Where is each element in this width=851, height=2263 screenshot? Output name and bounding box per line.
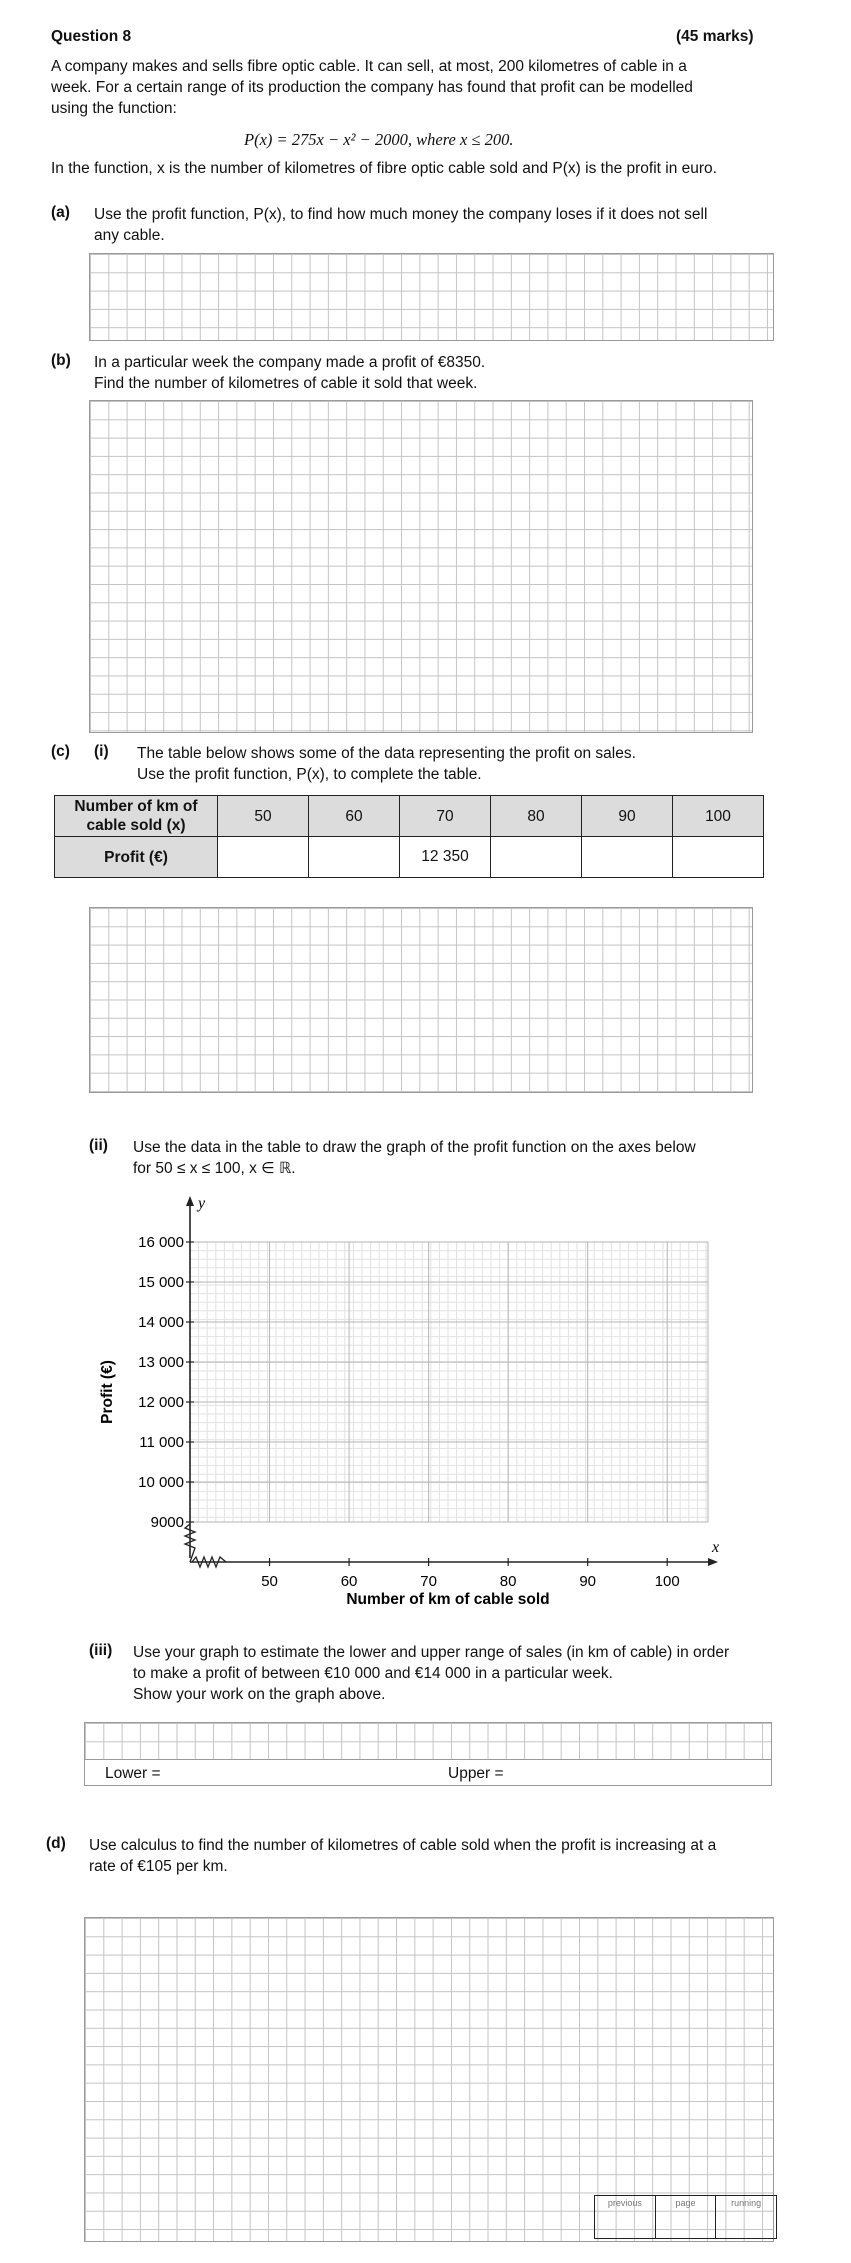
table-x-value: 100 bbox=[673, 796, 764, 837]
table-profit-cell: 12 350 bbox=[400, 837, 491, 878]
table-profit-cell[interactable] bbox=[582, 837, 673, 878]
y-tick-label: 12 000 bbox=[138, 1394, 184, 1411]
y-axis-arrow bbox=[186, 1196, 194, 1206]
table-x-value: 70 bbox=[400, 796, 491, 837]
answer-grid-a[interactable] bbox=[89, 253, 774, 341]
part-b-text bbox=[94, 352, 485, 394]
y-axis-letter: y bbox=[198, 1195, 206, 1212]
y-tick-label: 9000 bbox=[150, 1514, 184, 1531]
answer-grid-c-i[interactable] bbox=[89, 907, 753, 1093]
table-x-value: 60 bbox=[309, 796, 400, 837]
part-c-iii-label: (iii) bbox=[89, 1642, 113, 1659]
intro-line: using the function: bbox=[51, 100, 177, 117]
part-a-label: (a) bbox=[51, 204, 70, 221]
x-tick-label: 80 bbox=[499, 1573, 517, 1590]
y-tick-label: 16 000 bbox=[138, 1234, 184, 1251]
marks-label: (45 marks) bbox=[676, 28, 754, 45]
part-c-i-line: The table below shows some of the data representing the profit on sales. bbox=[137, 745, 636, 762]
intro-explain: In the function, x is the number of kilometres of fibre optic cable sold and P(x) is the profit in euro. bbox=[51, 160, 717, 177]
table-header-line: cable sold (x) bbox=[86, 817, 186, 834]
table-profit-cell[interactable] bbox=[309, 837, 400, 878]
table-profit-cell[interactable] bbox=[673, 837, 764, 878]
page-cell: page bbox=[656, 2196, 717, 2238]
profit-graph[interactable] bbox=[0, 1190, 851, 1630]
profit-table bbox=[54, 795, 764, 878]
part-a-line: Use the profit function, P(x), to find how much money the company loses if it does not sell bbox=[94, 206, 708, 223]
table-profit-cell[interactable] bbox=[491, 837, 582, 878]
page-counter-box bbox=[594, 2195, 777, 2239]
table-header-line: Number of km of bbox=[74, 798, 198, 815]
part-d-text bbox=[89, 1835, 716, 1877]
part-d-line: rate of €105 per km. bbox=[89, 1858, 228, 1875]
x-axis-arrow bbox=[708, 1558, 718, 1566]
table-header-profit: Profit (€) bbox=[55, 837, 218, 878]
x-tick-label: 60 bbox=[340, 1573, 358, 1590]
x-tick-label: 50 bbox=[261, 1573, 278, 1590]
part-c-ii-text bbox=[133, 1137, 696, 1179]
y-tick-label: 10 000 bbox=[138, 1474, 184, 1491]
previous-cell: previous bbox=[595, 2196, 656, 2238]
part-b-line: In a particular week the company made a profit of €8350. bbox=[94, 354, 486, 371]
y-axis-title: Profit (€) bbox=[99, 1360, 116, 1424]
table-x-value: 50 bbox=[218, 796, 309, 837]
part-b-label: (b) bbox=[51, 352, 71, 369]
part-c-ii-line: Use the data in the table to draw the graph of the profit function on the axes below bbox=[133, 1139, 696, 1156]
y-tick-label: 13 000 bbox=[138, 1354, 184, 1371]
part-c-iii-line: to make a profit of between €10 000 and €14 000 in a particular week. bbox=[133, 1665, 613, 1682]
x-tick-label: 70 bbox=[420, 1573, 437, 1590]
part-c-i-line: Use the profit function, P(x), to complete the table. bbox=[137, 766, 482, 783]
y-tick-label: 14 000 bbox=[138, 1314, 184, 1331]
running-cell: running bbox=[731, 2198, 762, 2208]
part-c-ii-label: (ii) bbox=[89, 1137, 108, 1154]
answer-box-c-iii[interactable] bbox=[84, 1722, 772, 1786]
table-x-value: 90 bbox=[582, 796, 673, 837]
part-c-label: (c) bbox=[51, 743, 70, 760]
x-tick-label: 90 bbox=[579, 1573, 597, 1590]
table-row bbox=[55, 796, 764, 837]
part-c-iii-text bbox=[133, 1642, 729, 1705]
table-profit-cell[interactable] bbox=[218, 837, 309, 878]
part-d-line: Use calculus to find the number of kilometres of cable sold when the profit is increasing at a bbox=[89, 1837, 717, 1854]
x-axis-title: Number of km of cable sold bbox=[346, 1591, 550, 1608]
intro-line: week. For a certain range of its production the company has found that profit can be modelled bbox=[51, 79, 693, 96]
part-b-line: Find the number of kilometres of cable it sold that week. bbox=[94, 375, 478, 392]
x-axis-letter: x bbox=[712, 1539, 720, 1556]
part-c-i-text bbox=[137, 743, 636, 785]
x-tick-label: 100 bbox=[654, 1573, 680, 1590]
answer-grid-b[interactable] bbox=[89, 400, 753, 733]
table-x-value: 80 bbox=[491, 796, 582, 837]
intro-text bbox=[51, 56, 693, 119]
intro-line: A company makes and sells fibre optic cable. It can sell, at most, 200 kilometres of cable in a bbox=[51, 58, 687, 75]
part-c-i-label: (i) bbox=[94, 743, 109, 760]
profit-function: P(x) = 275x − x² − 2000, where x ≤ 200. bbox=[244, 130, 514, 149]
part-d-label: (d) bbox=[46, 1835, 66, 1852]
part-c-iii-line: Use your graph to estimate the lower and upper range of sales (in km of cable) in order bbox=[133, 1644, 730, 1661]
answer-grid-c-iii[interactable] bbox=[85, 1723, 771, 1759]
lower-label: Lower = bbox=[105, 1765, 161, 1782]
part-a-text bbox=[94, 204, 707, 246]
table-header-km bbox=[55, 796, 218, 837]
part-a-line: any cable. bbox=[94, 227, 165, 244]
question-title: Question 8 bbox=[51, 28, 132, 45]
y-tick-label: 15 000 bbox=[138, 1274, 184, 1291]
y-tick-label: 11 000 bbox=[139, 1434, 184, 1451]
upper-label: Upper = bbox=[448, 1765, 504, 1782]
answer-grid-d[interactable] bbox=[84, 1917, 774, 2242]
part-c-iii-line: Show your work on the graph above. bbox=[133, 1686, 386, 1703]
lower-upper-row bbox=[85, 1759, 771, 1788]
part-c-ii-line: for 50 ≤ x ≤ 100, x ∈ ℝ. bbox=[133, 1160, 296, 1177]
table-row bbox=[55, 837, 764, 878]
